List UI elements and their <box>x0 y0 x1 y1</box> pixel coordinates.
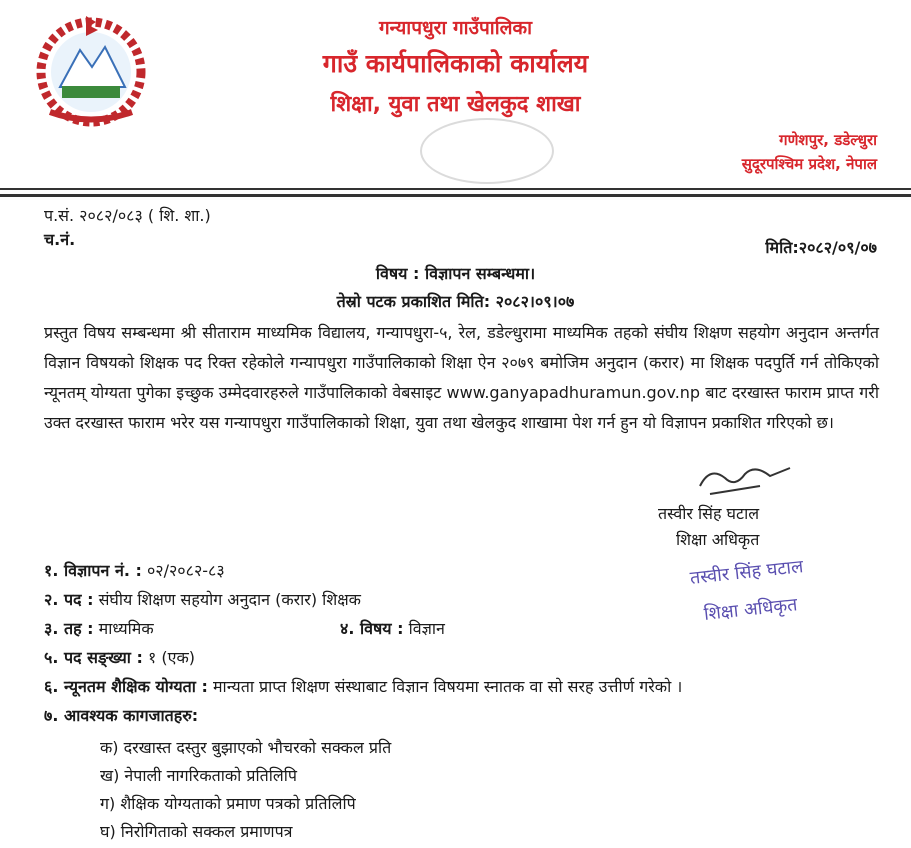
dispatch-number: च.नं. <box>44 230 76 249</box>
reference-number: प.सं. २०८२/०८३ ( शि. शा.) <box>44 206 211 225</box>
detail-subject: ४. विषय : विज्ञान <box>340 619 445 638</box>
detail-qualification: ६. न्यूनतम शैक्षिक योग्यता : मान्यता प्राप्त शिक्षण संस्थाबाट विज्ञान विषयमा स्नातक वा सो सरह उत्तीर्ण गरेको । <box>44 677 683 696</box>
details-list <box>44 556 879 846</box>
header-divider-thick <box>0 194 911 197</box>
address-line-1: गणेशपुर, डडेल्धुरा <box>779 131 877 149</box>
subject: विषय : विज्ञापन सम्बन्धमा। <box>375 264 536 283</box>
letter-date: मिति:२०८२/०९/०७ <box>765 238 877 257</box>
detail-ad-number: १. विज्ञापन नं. : ०२/२०८२-८३ <box>44 561 225 580</box>
document-item: ग) शैक्षिक योग्यताको प्रमाण पत्रको प्रतिलिपि <box>100 794 356 813</box>
notice-body: प्रस्तुत विषय सम्बन्धमा श्री सीताराम माध्यमिक विद्यालय, गन्यापधुरा-५, रेल, डडेल्धुरामा माध्यमिक तहको संघीय शिक्षण सहयोग अनुदान अन्तर्गत विज्ञान विषयको शिक्षक पद रिक्त रहेकोले गन्यापधुरा गाउँपालिकाको शिक्षा ऐन २०७९ बमोजिम अनुदान (करार) मा शिक्षक पदपुर्ति गर्न तोकिएको न्यूनतम् योग्यता पुगेका इच्छुक उम्मेदवारहरुले गाउँपालिकाको वेबसाइट www.ganyapadhuramun.gov.np बाट दरखास्त फाराम प्राप्त गरी उक्त दरखास्त फाराम भरेर यस गन्यापधुरा गाउँपालिकाको शिक्षा, युवा तथा खेलकुद शाखामा पेश गर्न हुन यो विज्ञापन प्रकाशित गरिएको छ। <box>44 323 879 432</box>
office-seal-watermark <box>420 118 554 184</box>
signatory-name: तस्वीर सिंह घटाल <box>658 504 760 523</box>
detail-level-subject-row <box>44 614 879 643</box>
municipality-name: गन्यापधुरा गाउँपालिका <box>378 17 533 39</box>
section-name: शिक्षा, युवा तथा खेलकुद शाखा <box>330 92 581 117</box>
signature <box>690 458 800 502</box>
document-item: ख) नेपाली नागरिकताको प्रतिलिपि <box>100 766 297 785</box>
publish-date: तेस्रो पटक प्रकाशित मिति: २०८२।०९।०७ <box>336 292 575 311</box>
address-line-2: सुदूरपश्चिम प्रदेश, नेपाल <box>741 155 877 173</box>
stamp-name: तस्वीर सिंह घटाल <box>688 556 805 589</box>
stamp-title: शिक्षा अधिकृत <box>702 594 799 625</box>
detail-level: ३. तह : माध्यमिक <box>44 619 154 638</box>
document-item: घ) निरोगिताको सक्कल प्रमाणपत्र <box>100 822 293 841</box>
document-item: क) दरखास्त दस्तुर बुझाएको भौचरको सक्कल प्रति <box>100 738 392 757</box>
detail-post: २. पद : संघीय शिक्षण सहयोग अनुदान (करार) शिक्षक <box>44 590 361 609</box>
detail-documents-heading: ७. आवश्यक कागजातहरु: <box>44 706 199 725</box>
office-name: गाउँ कार्यपालिकाको कार्यालय <box>322 49 589 78</box>
detail-post-count: ५. पद सङ्ख्या : १ (एक) <box>44 648 196 667</box>
signatory-title: शिक्षा अधिकृत <box>676 530 760 549</box>
documents-list <box>44 734 879 846</box>
header-divider <box>0 188 911 190</box>
